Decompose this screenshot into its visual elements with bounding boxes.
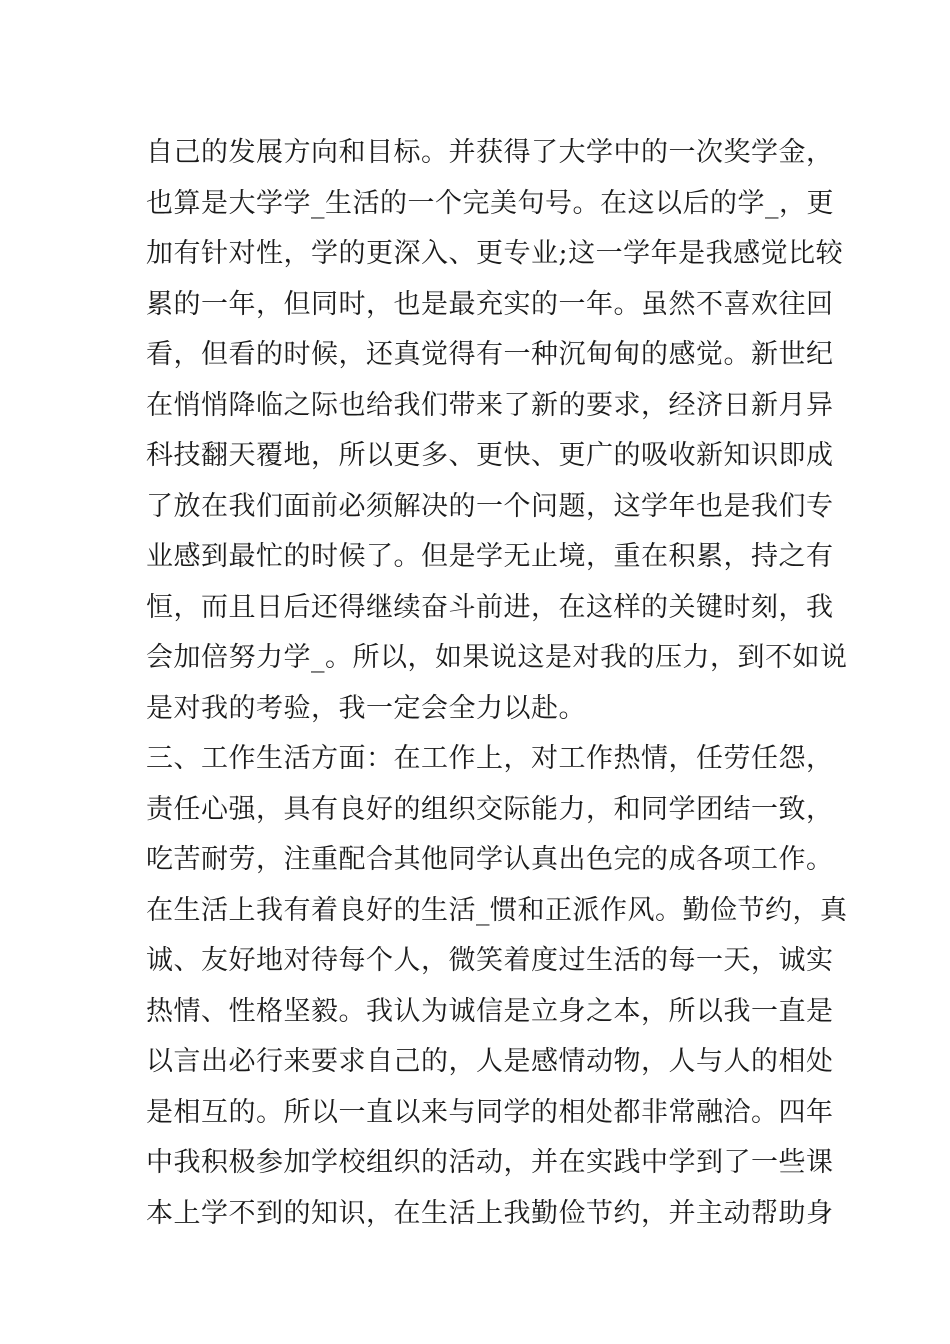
text-line: 在生活上我有着良好的生活_惯和正派作风。勤俭节约，真 <box>146 894 848 926</box>
text-line: 中我积极参加学校组织的活动，并在实践中学到了一些课 <box>146 1147 834 1178</box>
text-line: 自己的发展方向和目标。并获得了大学中的一次奖学金， <box>146 137 834 168</box>
text-line: 业感到最忙的时候了。但是学无止境，重在积累，持之有 <box>146 541 834 572</box>
text-line: 了放在我们面前必须解决的一个问题，这学年也是我们专 <box>146 490 834 522</box>
text-line: 加有针对性，学的更深入、更专业;这一学年是我感觉比较 <box>146 238 844 269</box>
text-line: 责任心强，具有良好的组织交际能力，和同学团结一致， <box>146 793 834 825</box>
text-line: 吃苦耐劳，注重配合其他同学认真出色完的成各项工作。 <box>146 844 834 875</box>
text-line: 在悄悄降临之际也给我们带来了新的要求，经济日新月异 <box>146 389 834 421</box>
text-line: 看，但看的时候，还真觉得有一种沉甸甸的感觉。新世纪 <box>146 339 834 370</box>
text-line: 热情、性格坚毅。我认为诚信是立身之本，所以我一直是 <box>146 995 834 1027</box>
text-line: 累的一年，但同时，也是最充实的一年。虽然不喜欢往回 <box>146 288 834 320</box>
section-heading-line: 三、工作生活方面：在工作上，对工作热情，任劳任怨， <box>146 743 834 774</box>
text-line: 以言出必行来要求自己的，人是感情动物，人与人的相处 <box>146 1046 834 1077</box>
text-line: 会加倍努力学_。所以，如果说这是对我的压力，到不如说 <box>146 642 848 673</box>
text-line: 本上学不到的知识，在生活上我勤俭节约，并主动帮助身 <box>146 1197 834 1229</box>
text-line: 诚、友好地对待每个人，微笑着度过生活的每一天，诚实 <box>146 945 834 976</box>
text-line: 是相互的。所以一直以来与同学的相处都非常融洽。四年 <box>146 1096 834 1128</box>
text-line: 也算是大学学_生活的一个完美句号。在这以后的学_，更 <box>146 187 834 219</box>
body-text <box>146 128 848 1239</box>
text-line: 科技翻天覆地，所以更多、更快、更广的吸收新知识即成 <box>146 440 834 471</box>
text-line: 恒，而且日后还得继续奋斗前进，在这样的关键时刻，我 <box>146 591 834 623</box>
text-line: 是对我的考验，我一定会全力以赴。 <box>146 692 586 724</box>
